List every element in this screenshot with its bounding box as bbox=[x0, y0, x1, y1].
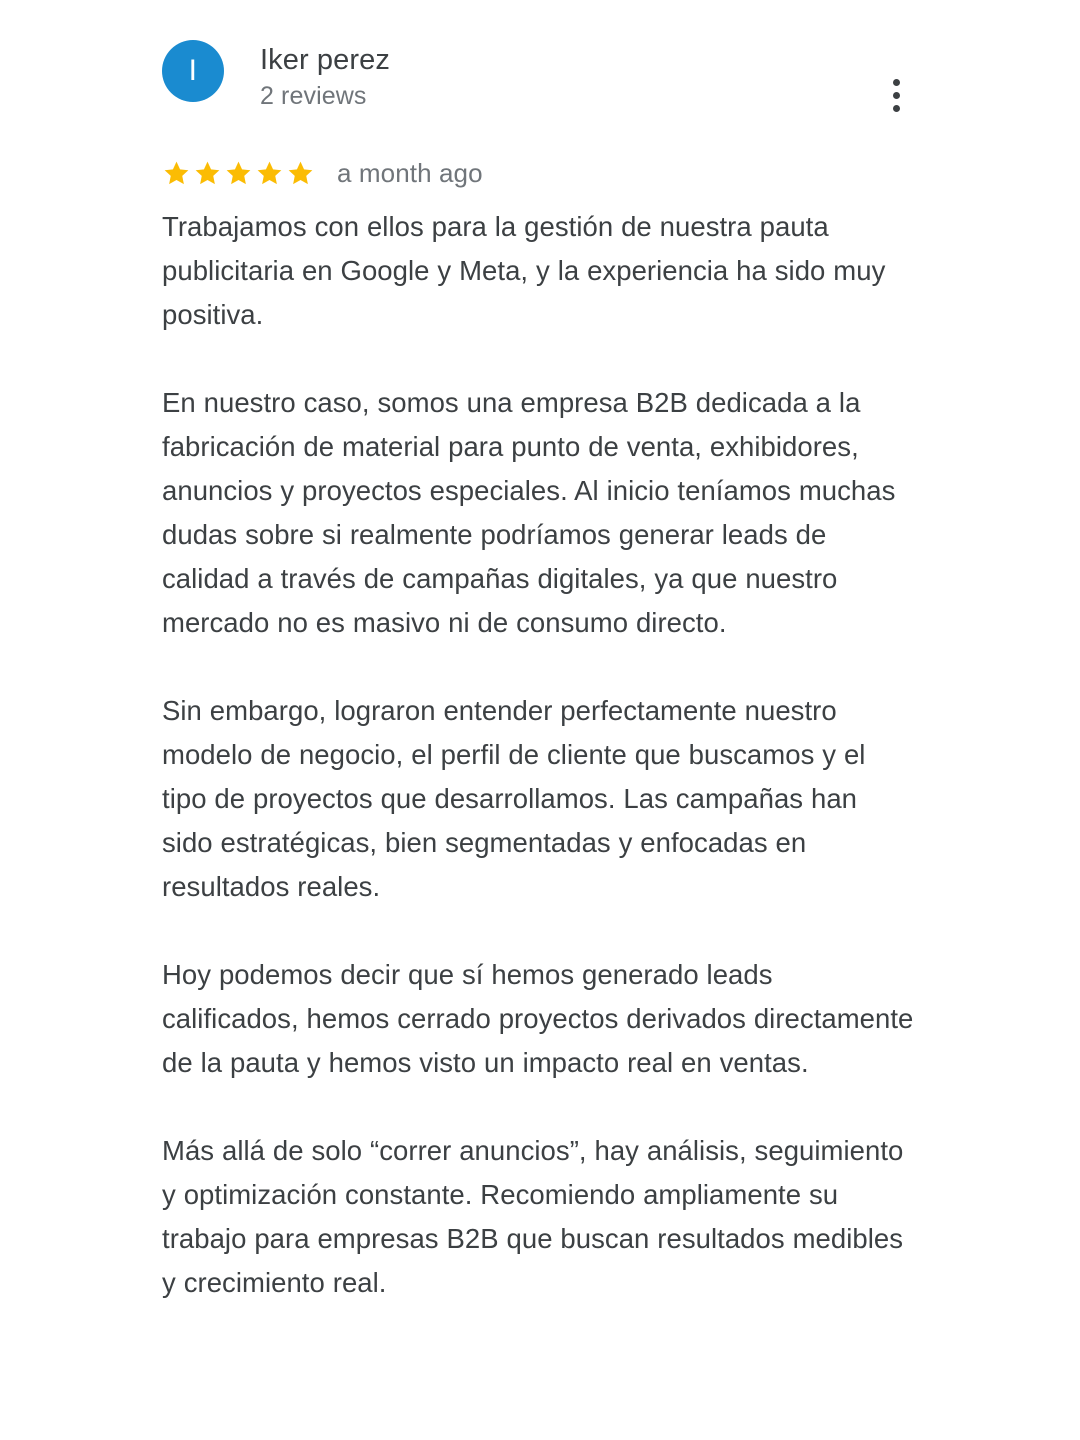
review-timestamp: a month ago bbox=[337, 158, 483, 188]
review-paragraph: Hoy podemos decir que sí hemos generado leads calificados, hemos cerrado proyectos derivados directamente de la pauta y hemos visto un impacto real en ventas. bbox=[162, 959, 914, 1078]
reviewer-name[interactable]: Iker perez bbox=[260, 44, 390, 76]
rating-row bbox=[162, 158, 483, 188]
review-paragraph: Más allá de solo “correr anuncios”, hay análisis, seguimiento y optimización constante. Recomiendo ampliamente su trabajo para empresas B2B que buscan resultados medibles y crecimiento real. bbox=[162, 1135, 904, 1298]
kebab-dot-icon bbox=[893, 105, 900, 112]
star-rating bbox=[162, 159, 315, 188]
avatar: I bbox=[162, 40, 224, 102]
reviewer-review-count: 2 reviews bbox=[260, 82, 367, 110]
review-paragraph: En nuestro caso, somos una empresa B2B dedicada a la fabricación de material para punto de venta, exhibidores, anuncios y proyectos especiales. Al inicio teníamos muchas dudas sobre si realmente podríamos generar leads de calidad a través de campañas digitales, ya que nuestro mercado no es masivo ni de consumo directo. bbox=[162, 387, 896, 638]
star-filled-icon bbox=[224, 159, 253, 188]
star-filled-icon bbox=[162, 159, 191, 188]
reviewer-identity bbox=[260, 40, 390, 113]
star-filled-icon bbox=[193, 159, 222, 188]
review-header bbox=[162, 40, 1080, 113]
review-text-body bbox=[162, 205, 914, 1305]
review-paragraph: Trabajamos con ellos para la gestión de nuestra pauta publicitaria en Google y Meta, y la experiencia ha sido muy positiva. bbox=[162, 211, 886, 330]
review-paragraph: Sin embargo, lograron entender perfectamente nuestro modelo de negocio, el perfil de cliente que buscamos y el tipo de proyectos que desarrollamos. Las campañas han sido estratégicas, bien segmentadas y enfocadas en resultados reales. bbox=[162, 695, 866, 902]
star-filled-icon bbox=[255, 159, 284, 188]
star-filled-icon bbox=[286, 159, 315, 188]
kebab-dot-icon bbox=[893, 92, 900, 99]
kebab-dot-icon bbox=[893, 79, 900, 86]
more-options-button[interactable] bbox=[879, 70, 913, 120]
